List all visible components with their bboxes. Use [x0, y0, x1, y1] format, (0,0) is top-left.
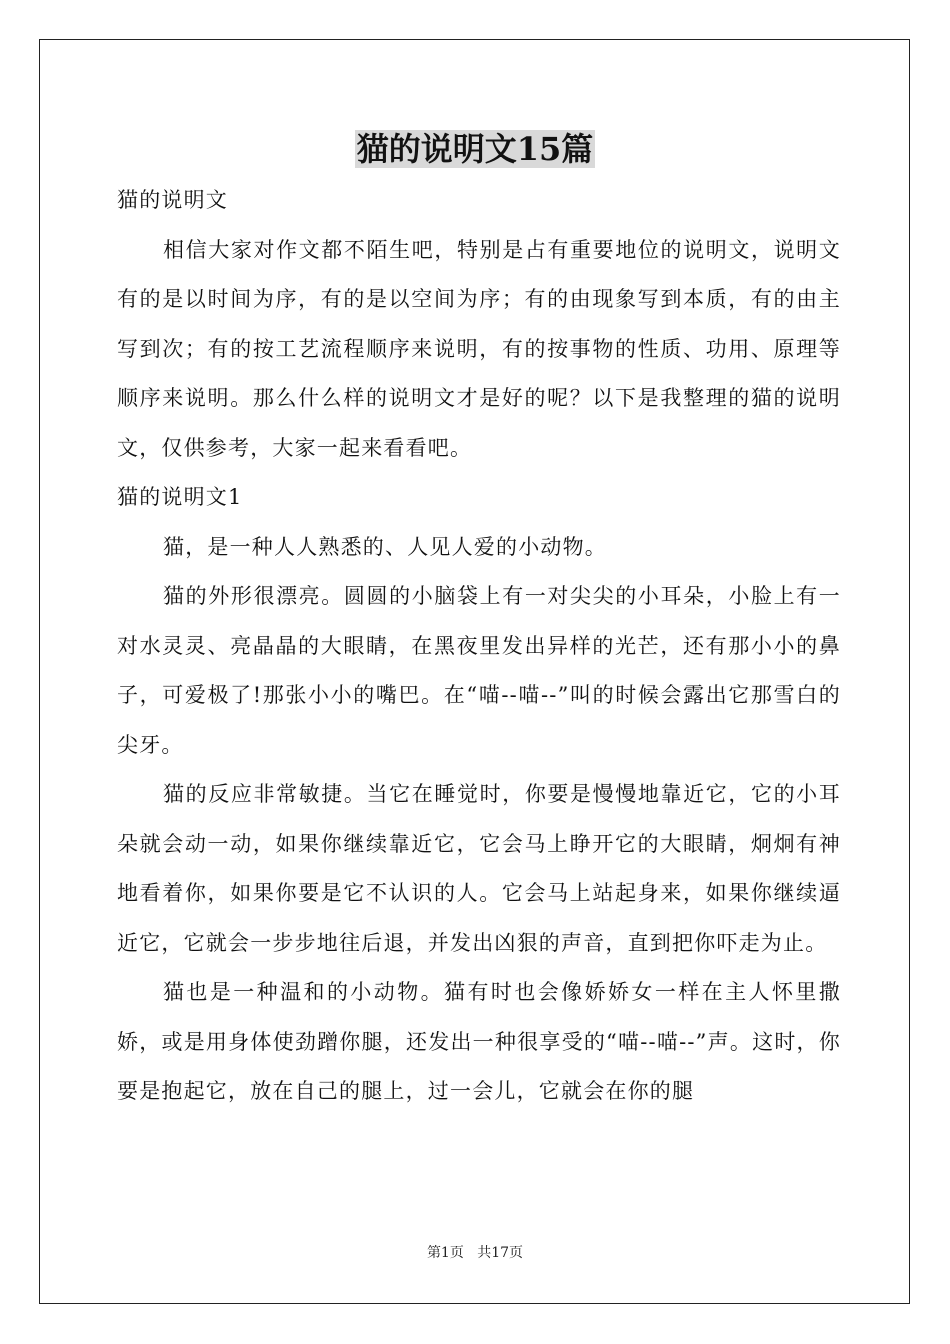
paragraph-intro: 相信大家对作文都不陌生吧，特别是占有重要地位的说明文，说明文有的是以时间为序，有的是以空间为序；有的由现象写到本质，有的由主写到次；有的按工艺流程顺序来说明，有的按事物的性质、功用、原理等顺序来说明。那么什么样的说明文才是好的呢？以下是我整理的猫的说明文，仅供参考，大家一起来看看吧。 [117, 237, 841, 460]
page-total: 共17页 [477, 1245, 524, 1261]
paragraph: 猫的反应非常敏捷。当它在睡觉时，你要是慢慢地靠近它，它的小耳朵就会动一动，如果你继续靠近它，它会马上睁开它的大眼睛，炯炯有神地看着你，如果你要是它不认识的人。它会马上站起身来，如果你继续逼近它，它就会一步步地往后退，并发出凶狠的声音，直到把你吓走为止。 [117, 782, 841, 955]
document-title-text: 猫的说明文15篇 [356, 130, 594, 168]
document-title [0, 124, 950, 174]
paragraph: 猫的外形很漂亮。圆圆的小脑袋上有一对尖尖的小耳朵，小脸上有一对水灵灵、亮晶晶的大眼睛，在黑夜里发出异样的光芒，还有那小小的鼻子，可爱极了!那张小小的嘴巴。在“喵--喵--”叫的时候会露出它那雪白的尖牙。 [117, 584, 841, 757]
document-body [117, 176, 841, 1117]
page-footer [0, 1243, 950, 1263]
paragraph: 猫也是一种温和的小动物。猫有时也会像娇娇女一样在主人怀里撒娇，或是用身体使劲蹭你腿，还发出一种很享受的“喵--喵--”声。这时，你要是抱起它，放在自己的腿上，过一会儿，它就会在你的腿 [117, 980, 841, 1103]
page-number: 第1页 [426, 1245, 464, 1261]
paragraph-heading-essay-1: 猫的说明文1 [117, 485, 243, 509]
paragraph: 猫，是一种人人熟悉的、人见人爱的小动物。 [163, 534, 607, 559]
paragraph-heading-intro: 猫的说明文 [117, 188, 228, 212]
